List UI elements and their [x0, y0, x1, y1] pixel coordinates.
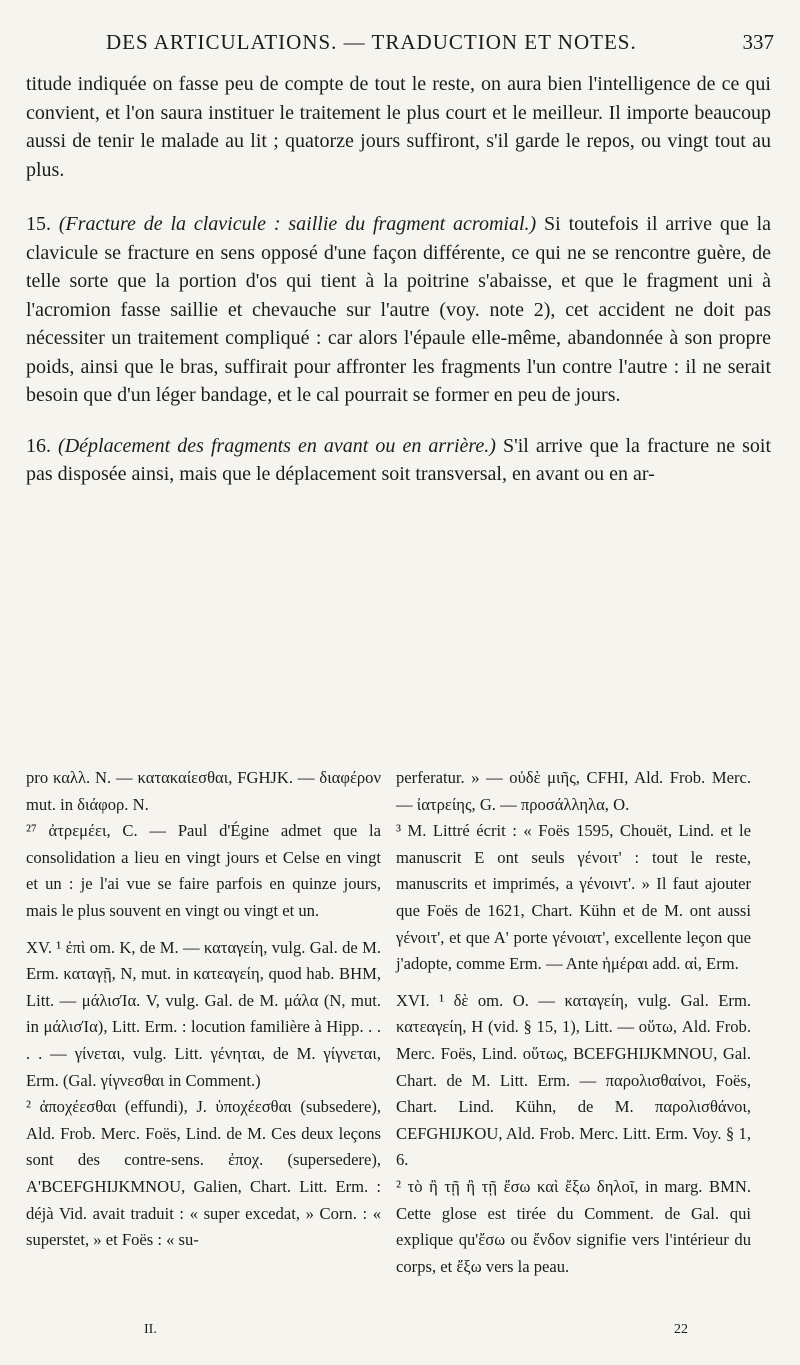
main-text: [26, 70, 771, 489]
signature-mark: II.: [144, 1322, 157, 1337]
note-paragraph: ²⁷ ἀτρεμέει, C. — Paul d'Égine admet que la consolidation a lieu en vingt jours et Celse en vingt et un : je l'ai vue se faire parfois en quinze jours, mais le plus souvent en vingt ou vingt et un.: [26, 821, 381, 920]
page-number: 337: [742, 30, 774, 54]
note-paragraph: ³ M. Littré écrit : « Foës 1595, Chouët, Lind. et le manuscrit E ont seuls γένοιτ' : tout le reste, manuscrits et imprimés, a γένοιντ'. » Il faut ajouter que Foës de 1621, Chart. Kühn et de M. ont aussi γένοιτ', et que A' porte γένοιατ', excellente leçon que j'adopte, comme Erm. — Ante ἡμέραι add. αἱ, Erm.: [396, 821, 751, 974]
sheet-number: 22: [674, 1322, 688, 1337]
running-header: [26, 30, 774, 60]
section-15-body: Si toutefois il arrive que la clavicule se fracture en sens opposé d'une façon différente, ce qui ne se rencontre guère, de telle sorte que la portion d'os qui tient à la poitrine s'abaisse, et que le fragment uni à l'acromion fasse saillie et chevauche sur l'autre (voy. note 2), cet accident ne doit pas nécessiter un traitement compliqué : car alors l'épaule elle-même, abandonnée à son propre poids, ainsi que le bras, suffirait pour affronter les fragments l'un contre l'autre : il ne serait besoin que d'un léger bandage, et le cal pourrait se former en peu de jours.: [26, 213, 772, 406]
critical-notes: [26, 765, 781, 1305]
section-15-number: 15.: [26, 213, 51, 235]
section-16-heading: (Déplacement des fragments en avant ou en arrière.): [58, 434, 496, 457]
note-paragraph: XV. ¹ ἐπὶ om. K, de M. — καταγείη, vulg. Gal. de M. Erm. καταγῇ, N, mut. in κατεαγείη, quod hab. BHM, Litt. — μάλισΊα. V, vulg. Gal. de M. μάλα (N, mut. in μάλισΊα), Litt. Erm. : locution familière à Hipp. . . . . — γίνεται, vulg. Litt. γένηται, de M. γίγνεται, Erm. (Gal. γίγνεσθαι in Comment.): [26, 937, 381, 1090]
note-paragraph: XVI. ¹ δὲ om. O. — καταγείη, vulg. Gal. Erm. κατεαγείη, H (vid. § 15, 1), Litt. — οὕτω, Ald. Frob. Merc. Foës, Lind. οὕτως, BCEFGHIJKMNOU, Gal. Chart. de M. Litt. Erm. — παρολισθαίνοι, Foës, Chart. Lind. Kühn, de M. παρολισθάνοι, CEFGHIJKOU, Ald. Frob. Merc. Litt. Erm. Voy. § 1, 6.: [396, 990, 751, 1170]
note-paragraph: pro καλλ. N. — κατακαίεσθαι, FGHJK. — διαφέρον mut. in διάφορ. N.: [26, 768, 381, 814]
section-15-heading: (Fracture de la clavicule : saillie du fragment acromial.): [58, 213, 537, 235]
section-16-body: S'il arrive que la fracture ne soit pas disposée ainsi, mais que le déplacement soit transversal, en avant ou en ar-: [26, 434, 772, 485]
section-15: [26, 210, 771, 410]
notes-right-column: [396, 765, 751, 1280]
note-paragraph: ² ἀποχέεσθαι (effundi), J. ὑποχέεσθαι (subsedere), Ald. Frob. Merc. Foës, Lind. de M. Ces deux leçons sont des contre-sens. ἐποχ. (supersedere), A'BCEFGHIJKMNOU, Galien, Chart. Litt. Erm. : déjà Vid. avait traduit : « super excedat, » Corn. : « superstet, » et Foës : « su-: [26, 1097, 381, 1250]
note-paragraph: perferatur. » — οὐδὲ μιῆς, CFHI, Ald. Frob. Merc. — ἰατρείης, G. — προσάλληλα, O.: [396, 768, 751, 814]
note-paragraph: ² τὸ ἢ τῇ ἢ τῇ ἔσω καὶ ἔξω δηλοῖ, in marg. BMN. Cette glose est tirée du Comment. de Gal. qui explique qu'ἔσω ou ἔνδον signifie vers l'intérieur du corps, et ἔξω vers la peau.: [396, 1176, 751, 1276]
notes-left-column: [26, 765, 381, 1254]
section-16: [26, 432, 771, 489]
intro-paragraph: titude indiquée on fasse peu de compte de tout le reste, on aura bien l'intelligence de ce qui convient, et l'on saura instituer le traitement le plus court et le meilleur. Il importe beaucoup aussi de tenir le malade au lit ; quatorze jours suffiront, s'il garde le repos, ou vingt tout au plus.: [26, 73, 771, 181]
running-title: DES ARTICULATIONS. — TRADUCTION ET NOTES.: [106, 30, 637, 54]
section-16-number: 16.: [26, 434, 51, 457]
